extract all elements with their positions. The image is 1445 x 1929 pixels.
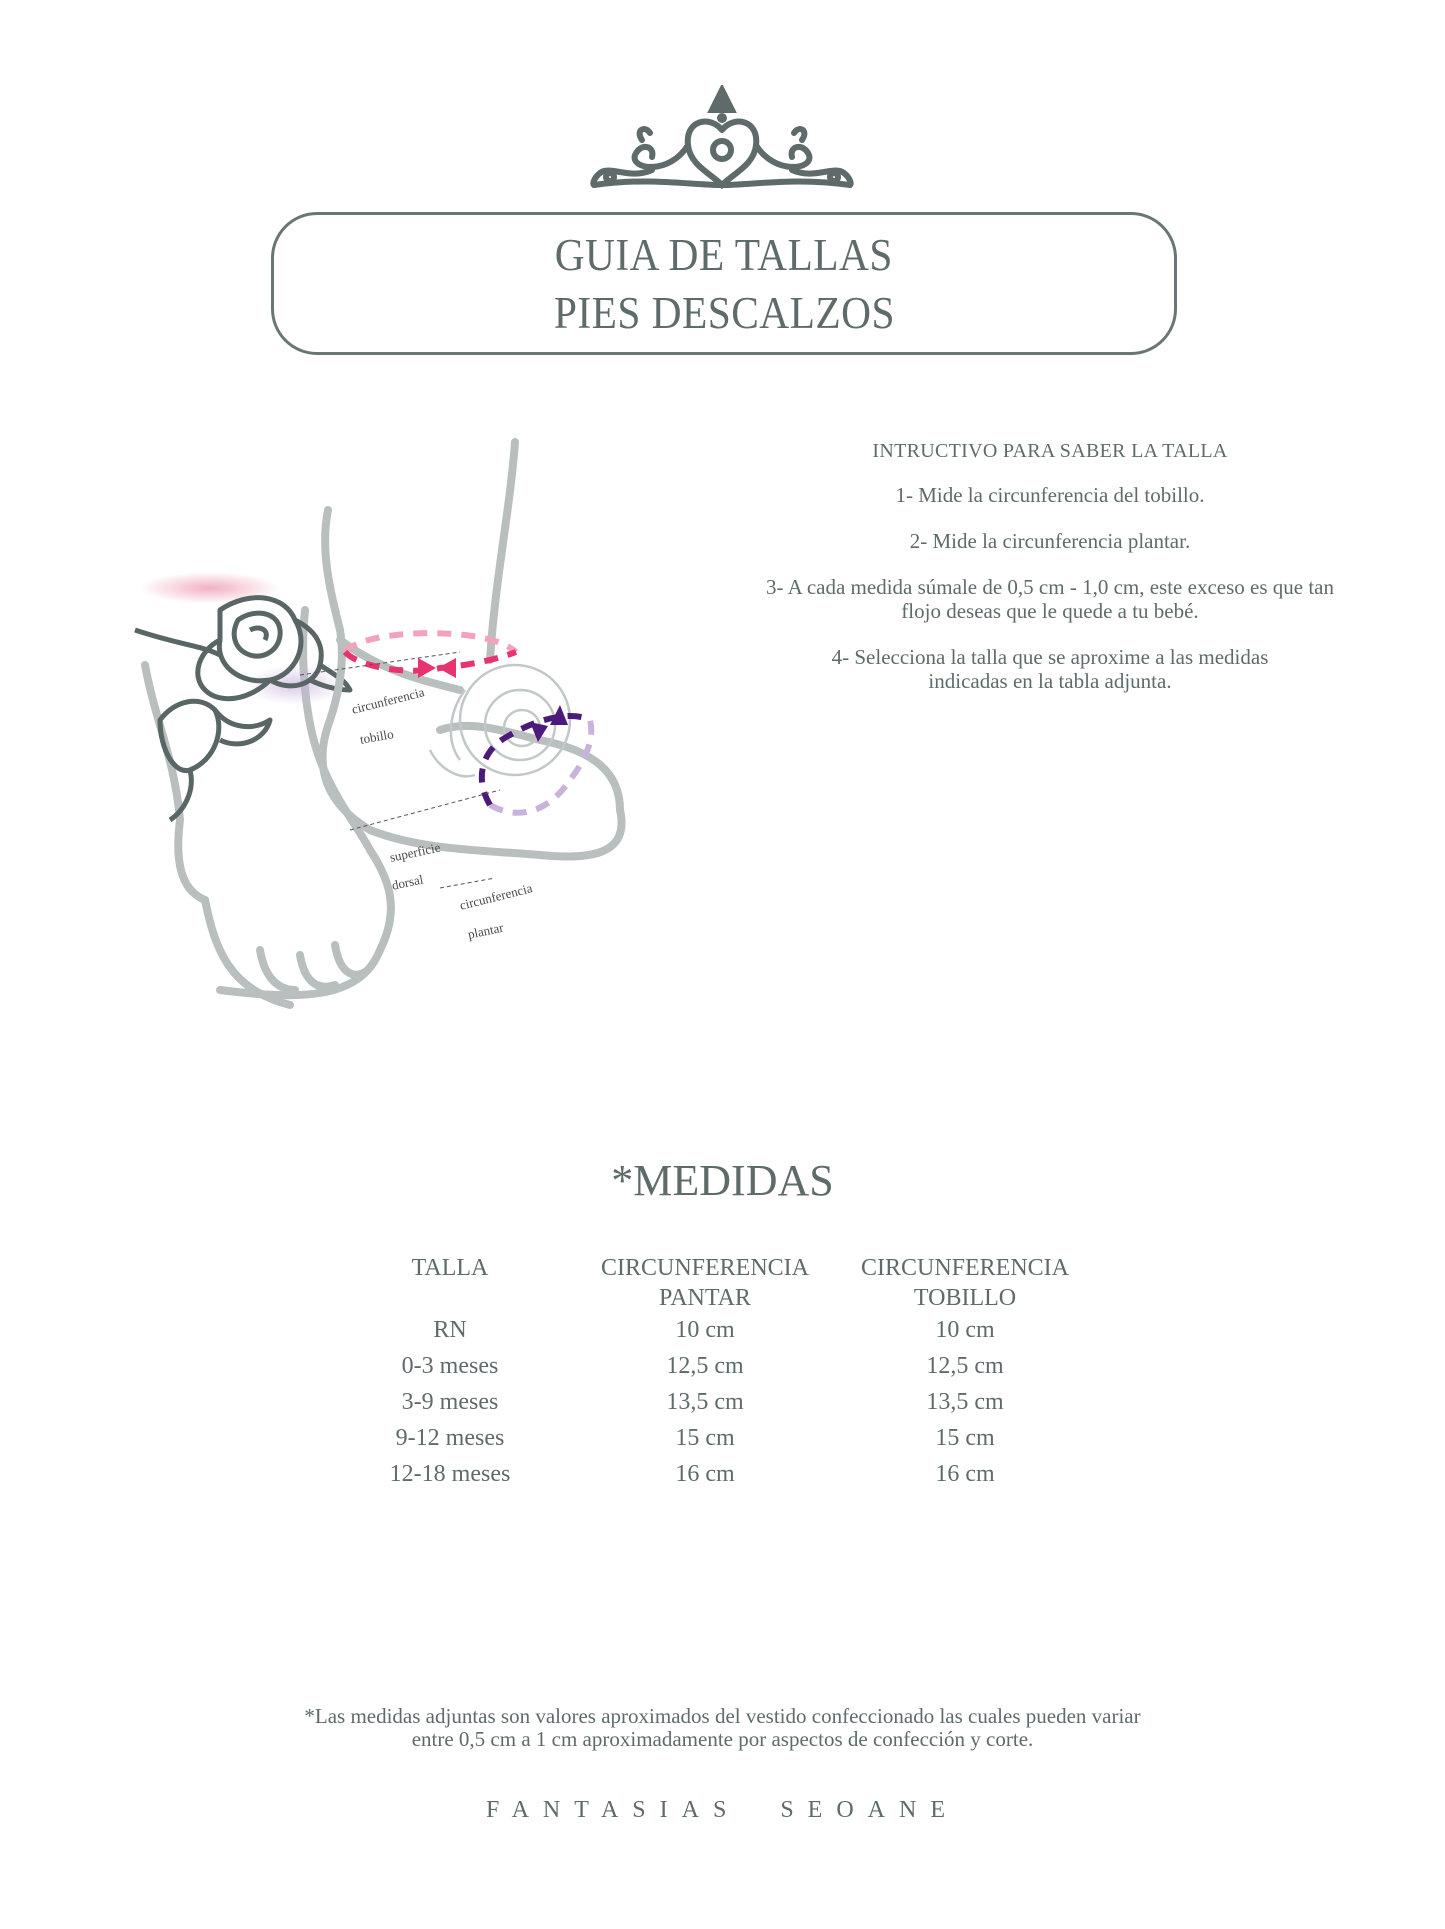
table-cell-talla: 9-12 meses <box>395 1425 505 1451</box>
table-header-tobillo-line2: TOBILLO <box>913 1285 1017 1311</box>
instructions-heading: INTRUCTIVO PARA SABER LA TALLA <box>872 440 1228 462</box>
label-dorsal: dorsal <box>390 871 425 893</box>
table-cell-talla: 3-9 meses <box>401 1389 499 1415</box>
instruction-step-3: 3- A cada medida súmale de 0,5 cm - 1,0 cm, este exceso es que tan flojo deseas que le quede a tu bebé. <box>766 575 1334 623</box>
instructions-block <box>750 440 1350 715</box>
label-plantar: plantar <box>466 919 505 942</box>
medidas-title: *MEDIDAS <box>611 1156 834 1205</box>
instruction-step-1: 1- Mide la circunferencia del tobillo. <box>895 483 1205 507</box>
table-cell-talla: RN <box>433 1317 467 1343</box>
label-superficie: superficie <box>388 839 442 865</box>
footnote <box>150 1705 1295 1751</box>
crown-flourish-icon <box>590 85 855 195</box>
table-cell-talla: 0-3 meses <box>401 1353 499 1379</box>
table-cell-plantar: 12,5 cm <box>666 1353 744 1379</box>
table-cell-talla: 12-18 meses <box>389 1461 511 1487</box>
table-cell-plantar: 10 cm <box>675 1317 735 1343</box>
table-cell-plantar: 15 cm <box>675 1425 735 1451</box>
table-header-spacer <box>360 1284 540 1312</box>
page-title-line1: GUIA DE TALLAS <box>554 229 894 280</box>
label-tobillo: tobillo <box>358 726 395 747</box>
instruction-step-2: 2- Mide la circunferencia plantar. <box>909 529 1191 553</box>
table-cell-plantar: 16 cm <box>675 1461 735 1487</box>
table-cell-tobillo: 16 cm <box>935 1461 995 1487</box>
rose-icon <box>135 598 350 820</box>
table-cell-tobillo: 12,5 cm <box>926 1353 1004 1379</box>
table-cell-plantar: 13,5 cm <box>666 1389 744 1415</box>
brand-name: FANTASIAS SEOANE <box>486 1797 959 1823</box>
instruction-step-4: 4- Selecciona la talla que se aproxime a las medidas indicadas en la tabla adjunta. <box>831 645 1269 693</box>
page-title-line2: PIES DESCALZOS <box>553 287 895 338</box>
plantar-measure-icon <box>482 705 591 813</box>
table-cell-tobillo: 13,5 cm <box>926 1389 1004 1415</box>
table-header-plantar-line1: CIRCUNFERENCIA <box>600 1255 810 1281</box>
label-circunferencia-tobillo: circunferencia <box>350 684 426 717</box>
table-header-tobillo-line1: CIRCUNFERENCIA <box>860 1255 1070 1281</box>
label-circunferencia-plantar: circunferencia <box>458 880 534 913</box>
title-box <box>271 212 1177 355</box>
footnote-line2: entre 0,5 cm a 1 cm aproximadamente por aspectos de confección y corte. <box>411 1727 1034 1751</box>
column-circunferencia-tobillo <box>830 1252 1100 1492</box>
table-header-plantar-line2: PANTAR <box>659 1285 751 1311</box>
table-cell-tobillo: 10 cm <box>935 1317 995 1343</box>
table-header-talla: TALLA <box>411 1255 489 1281</box>
table-cell-tobillo: 15 cm <box>935 1425 995 1451</box>
column-circunferencia-plantar <box>570 1252 840 1492</box>
column-talla <box>360 1252 540 1492</box>
footnote-line1: *Las medidas adjuntas son valores aproximados del vestido confeccionado las cuales pueden variar <box>304 1704 1141 1728</box>
side-foot-drawing <box>323 442 622 857</box>
